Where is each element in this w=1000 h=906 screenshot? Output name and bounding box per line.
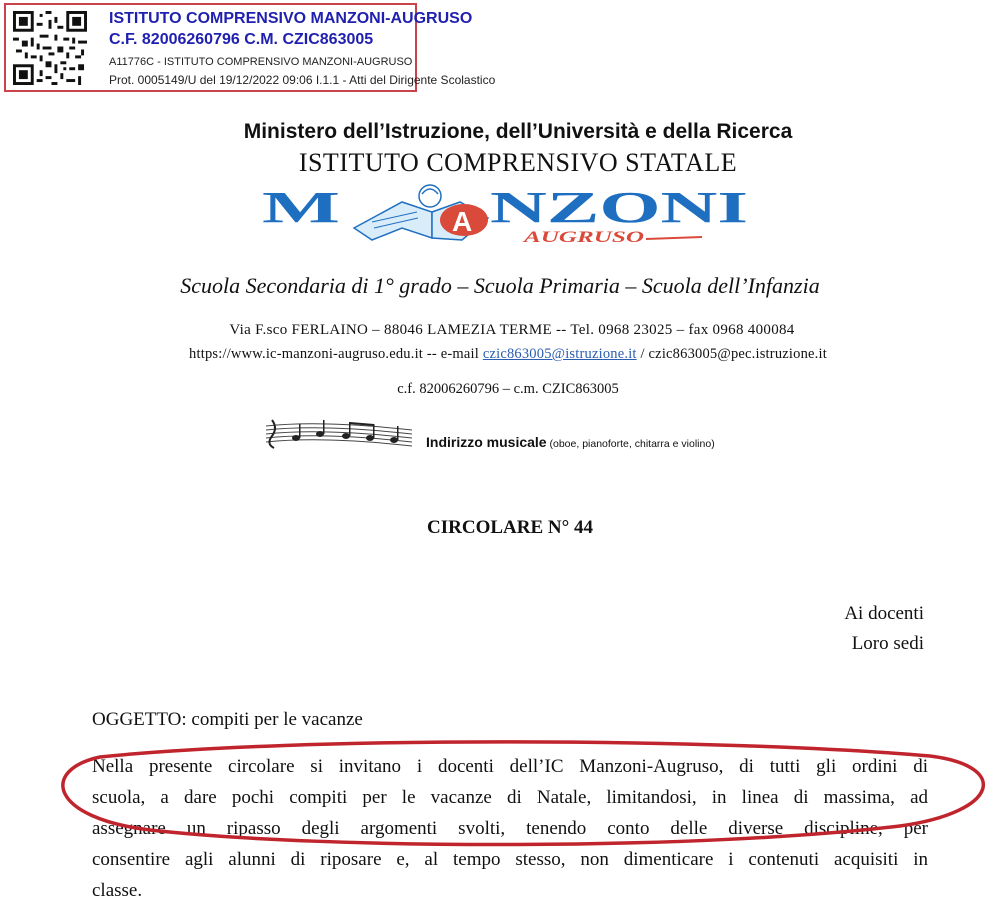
web-email-line: [8, 346, 1000, 363]
website-text: https://www.ic-manzoni-augruso.edu.it -- e-mail: [189, 346, 483, 362]
stamp-protocol: Prot. 0005149/U del 19/12/2022 09:06 I.1.1 - Atti del Dirigente Scolastico: [109, 73, 496, 87]
music-program-instruments: (oboe, pianoforte, chitarra e violino): [546, 438, 715, 450]
svg-text:M: M: [262, 183, 340, 232]
qr-code-icon: [13, 11, 87, 85]
music-program-title: Indirizzo musicale: [426, 434, 547, 450]
ministry-heading: Ministero dell’Istruzione, dell’Università e della Ricerca: [243, 120, 793, 143]
pec-text: / czic863005@pec.istruzione.it: [636, 346, 827, 362]
svg-text:AUGRUSO: AUGRUSO: [522, 229, 645, 246]
body-line: assegnare un ripasso degli argomenti svolti, tenendo conto delle diverse discipline, per: [92, 818, 928, 839]
school-levels: Scuola Secondaria di 1° grado – Scuola Primaria – Scuola dell’Infanzia: [180, 273, 820, 298]
protocol-stamp: [4, 3, 496, 92]
stamp-codes: C.F. 82006260796 C.M. CZIC863005: [109, 31, 374, 48]
music-notes-icon: [262, 416, 416, 452]
subject-line: OGGETTO: compiti per le vacanze: [92, 709, 363, 730]
fiscal-codes: c.f. 82006260796 – c.m. CZIC863005: [397, 381, 619, 397]
stamp-school-name: ISTITUTO COMPRENSIVO MANZONI-AUGRUSO: [109, 10, 473, 27]
institute-heading: ISTITUTO COMPRENSIVO STATALE: [298, 148, 738, 177]
body-line: Nella presente circolare si invitano i docenti dell’IC Manzoni-Augruso, di tutti gli ordini di: [92, 756, 928, 777]
recipient-line: Ai docenti: [844, 603, 924, 624]
body-line: classe.: [92, 880, 143, 901]
body-line: scuola, a dare pochi compiti per le vacanze di Natale, limitandosi, in linea di massima, ad: [92, 787, 928, 808]
address-line: Via F.sco FERLAINO – 88046 LAMEZIA TERME -- Tel. 0968 23025 – fax 0968 400084: [229, 322, 795, 338]
school-logo: [262, 182, 752, 248]
music-program: [426, 434, 715, 450]
circular-number: CIRCOLARE N° 44: [427, 517, 593, 538]
circular-body: [92, 751, 928, 906]
svg-text:NZONI: NZONI: [490, 183, 748, 232]
body-line: consentire agli alunni di riposare e, al tempo stesso, non dimenticare i contenuti acquisiti in: [92, 849, 928, 870]
stamp-aoo: A11776C - ISTITUTO COMPRENSIVO MANZONI-AUGRUSO: [109, 56, 413, 68]
recipient-line: Loro sedi: [851, 633, 924, 654]
svg-text:A: A: [452, 206, 473, 237]
email-link[interactable]: czic863005@istruzione.it: [482, 346, 637, 362]
